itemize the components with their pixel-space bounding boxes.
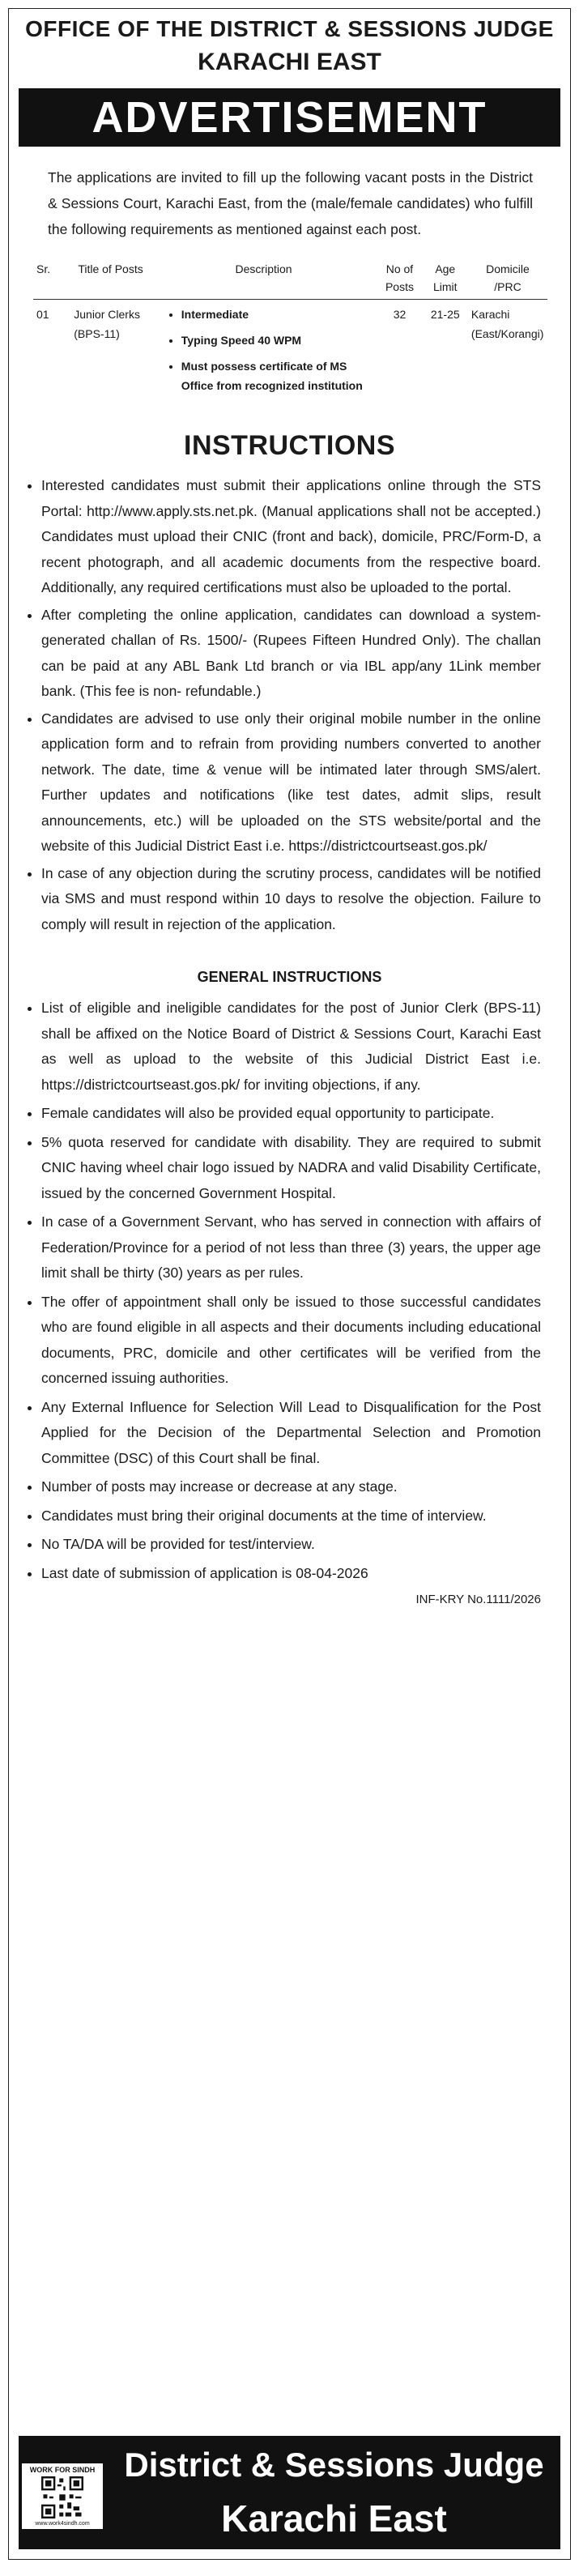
office-title: OFFICE OF THE DISTRICT & SESSIONS JUDGE — [25, 16, 554, 41]
table-row — [33, 300, 547, 407]
list-item: • The offer of appointment shall only be issued to those successful candidates who are found eligible in all aspects and their documents including educational documents, PRC, domicile and other certificates will be verified from the concerned issuing authorities. — [41, 1290, 541, 1392]
col-sr: Sr. — [33, 257, 70, 300]
advertisement-page — [8, 8, 571, 2560]
cell-posts: 32 — [393, 308, 407, 321]
cell-domicile: Karachi (East/Korangi) — [470, 308, 544, 340]
list-item: • In case of any objection during the scrutiny process, candidates will be notified via SMS and must respond within 10 days to resolve the objection. Failure to comply will result in rejection of the application. — [41, 861, 541, 938]
list-item: • List of eligible and ineligible candidates for the post of Junior Clerk (BPS-11) shall be affixed on the Notice Board of District & Sessions Court, Karachi East as well as upload to the website of this Judicial District East i.e. https://districtcourtseast.gos.pk/ for inviting objections, if any. — [41, 996, 541, 1098]
general-instructions-list — [19, 996, 541, 1586]
description-item: • Typing Speed 40 WPM — [181, 331, 374, 350]
cell-title: Junior Clerks (BPS-11) — [74, 308, 140, 340]
work-for-sindh-badge — [22, 2463, 103, 2529]
list-item: • After completing the online application, candidates can download a system-generated challan of Rs. 1500/- (Rupees Fifteen Hundred Only). The challan can be paid at any ABL Bank Ltd branch or via IBL app/any 1Link member bank. (This fee is non- refundable.) — [41, 603, 541, 705]
col-age: Age Limit — [423, 257, 468, 300]
cell-sr: 01 — [36, 308, 49, 321]
reference-number: INF-KRY No.1111/2026 — [415, 1593, 541, 1606]
table-header-row — [33, 257, 547, 300]
col-description: Description — [151, 257, 377, 300]
footer-banner — [19, 2436, 560, 2549]
qr-code-icon — [41, 2476, 83, 2518]
col-domicile: Domicile /PRC — [468, 257, 547, 300]
col-posts: No of Posts — [377, 257, 422, 300]
badge-title: WORK FOR SINDH — [29, 2466, 96, 2474]
instructions-list — [19, 473, 541, 937]
list-item: • Any External Influence for Selection Will Lead to Disqualification for the Post Applied for the Decision of the Departmental Selection and Promotion Committee (DSC) of this Court shall be final. — [41, 1395, 541, 1472]
general-instructions-heading: GENERAL INSTRUCTIONS — [197, 969, 382, 985]
instructions-heading: INSTRUCTIONS — [184, 430, 395, 461]
advertisement-banner: ADVERTISEMENT — [19, 88, 560, 147]
list-item: • Last date of submission of application is 08-04-2026 — [41, 1561, 541, 1587]
intro-paragraph: The applications are invited to fill up the following vacant posts in the District & Sessions Court, Karachi East, from the (male/female candidates) who fulfill the following requirements as mentioned against each post. — [48, 169, 533, 237]
list-item: • No TA/DA will be provided for test/interview. — [41, 1532, 541, 1558]
footer-line2: Karachi East — [221, 2497, 447, 2540]
list-item: • 5% quota reserved for candidate with disability. They are required to submit CNIC having wheel chair logo issued by NADRA and valid Disability Certificate, issued by the concerned Government Hospital. — [41, 1130, 541, 1207]
badge-url: www.work4sindh.com — [35, 2521, 90, 2527]
col-title: Title of Posts — [70, 257, 151, 300]
description-item: • Intermediate — [181, 305, 374, 324]
office-city: KARACHI EAST — [198, 49, 381, 75]
list-item: • In case of a Government Servant, who has served in connection with affairs of Federation/Province for a period of not less than three (3) years, the upper age limit shall be thirty (30) years as per rules. — [41, 1209, 541, 1286]
posts-table — [33, 257, 547, 407]
list-item: • Number of posts may increase or decrease at any stage. — [41, 1474, 541, 1500]
cell-age: 21-25 — [430, 308, 460, 321]
list-item: • Candidates are advised to use only their original mobile number in the online application form and to refrain from providing numbers converted to another network. The date, time & venue will be intimated later through SMS/alert. Further updates and notifications (like test dates, admit slips, result announcements, etc.) will be uploaded on the STS website/portal and the website of this Judicial District East i.e. https://districtcourtseast.gos.pk/ — [41, 706, 541, 859]
list-item: • Interested candidates must submit their applications online through the STS Portal: http://www.apply.sts.net.pk. (Manual applications shall not be accepted.) Candidates must upload their CNIC (front and back), domicile, PRC/Form-D, a recent photograph, and all academic documents from the respective board. Additionally, any required certifications must also be uploaded to the portal. — [41, 473, 541, 601]
description-item: • Must possess certificate of MS Office from recognized institution — [181, 356, 374, 395]
list-item: • Candidates must bring their original documents at the time of interview. — [41, 1503, 541, 1529]
footer-line1: District & Sessions Judge — [124, 2446, 544, 2484]
list-item: • Female candidates will also be provided equal opportunity to participate. — [41, 1101, 541, 1127]
cell-description — [151, 300, 377, 407]
